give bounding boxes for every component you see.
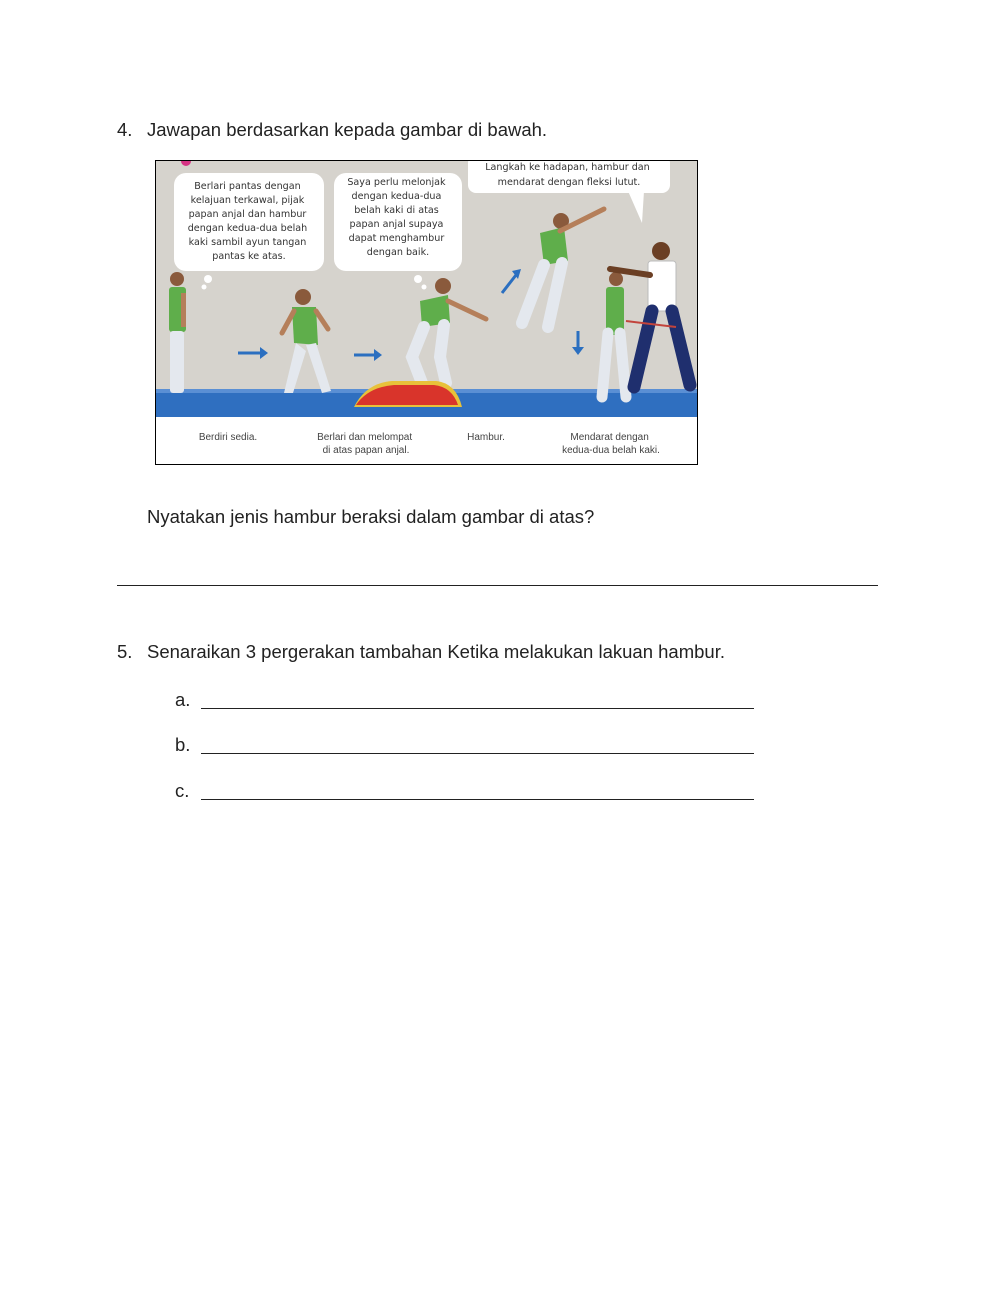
question-4 <box>117 119 547 141</box>
caption-2: Berlari dan melompat <box>317 432 413 443</box>
svg-text:Berdiri sedia. <box>199 432 257 443</box>
bubble-2-line: Saya perlu melonjak <box>347 177 446 188</box>
bubble-2-line: papan anjal supaya <box>349 219 444 230</box>
caption-4: Mendarat dengan <box>570 432 649 443</box>
bubble-1-line: kelajuan terkawal, pijak <box>190 195 305 206</box>
option-c-label: c. <box>175 780 190 801</box>
bubble-1-line: papan anjal dan hambur <box>188 209 307 220</box>
bubble-1-line: pantas ke atas. <box>212 251 286 262</box>
caption-1: Berdiri sedia. <box>198 432 258 443</box>
option-a-label: a. <box>175 689 191 710</box>
answer-line-a[interactable] <box>201 708 754 709</box>
bubble-1-line: kaki sambil ayun tangan <box>188 237 307 248</box>
answer-line-c[interactable] <box>201 799 754 800</box>
speech-bubble-line: mendarat dengan fleksi lutut. <box>497 177 641 188</box>
question-4-number: 4. <box>117 119 133 140</box>
option-b-label: b. <box>175 734 191 755</box>
caption-3: Hambur. <box>467 432 505 443</box>
question-4-text: Jawapan berdasarkan kepada gambar di bawah. <box>147 119 548 140</box>
svg-text:Hambur. <box>467 432 505 443</box>
question-5-number: 5. <box>117 641 133 662</box>
question-5 <box>117 641 725 663</box>
answer-line-b[interactable] <box>201 753 754 754</box>
answer-line-q4[interactable] <box>117 585 878 586</box>
caption-4: kedua-dua belah kaki. <box>562 445 660 456</box>
caption-2: di atas papan anjal. <box>322 445 410 456</box>
question-4-sub: Nyatakan jenis hambur beraksi dalam gambar di atas? <box>147 506 595 527</box>
gymnastics-illustration <box>155 160 698 465</box>
bubble-1-line: Berlari pantas dengan <box>194 181 301 192</box>
bubble-2-line: dengan baik. <box>366 247 430 258</box>
bubble-2-line: dapat menghambur <box>348 233 445 244</box>
bubble-2-line: belah kaki di atas <box>354 205 439 216</box>
gymnast-standing <box>169 272 186 393</box>
question-5-text: Senaraikan 3 pergerakan tambahan Ketika melakukan lakuan hambur. <box>147 641 725 662</box>
bubble-1-line: dengan kedua-dua belah <box>187 223 308 234</box>
speech-bubble-line: Langkah ke hadapan, hambur dan <box>485 162 650 173</box>
bubble-2-line: dengan kedua-dua <box>351 191 442 202</box>
